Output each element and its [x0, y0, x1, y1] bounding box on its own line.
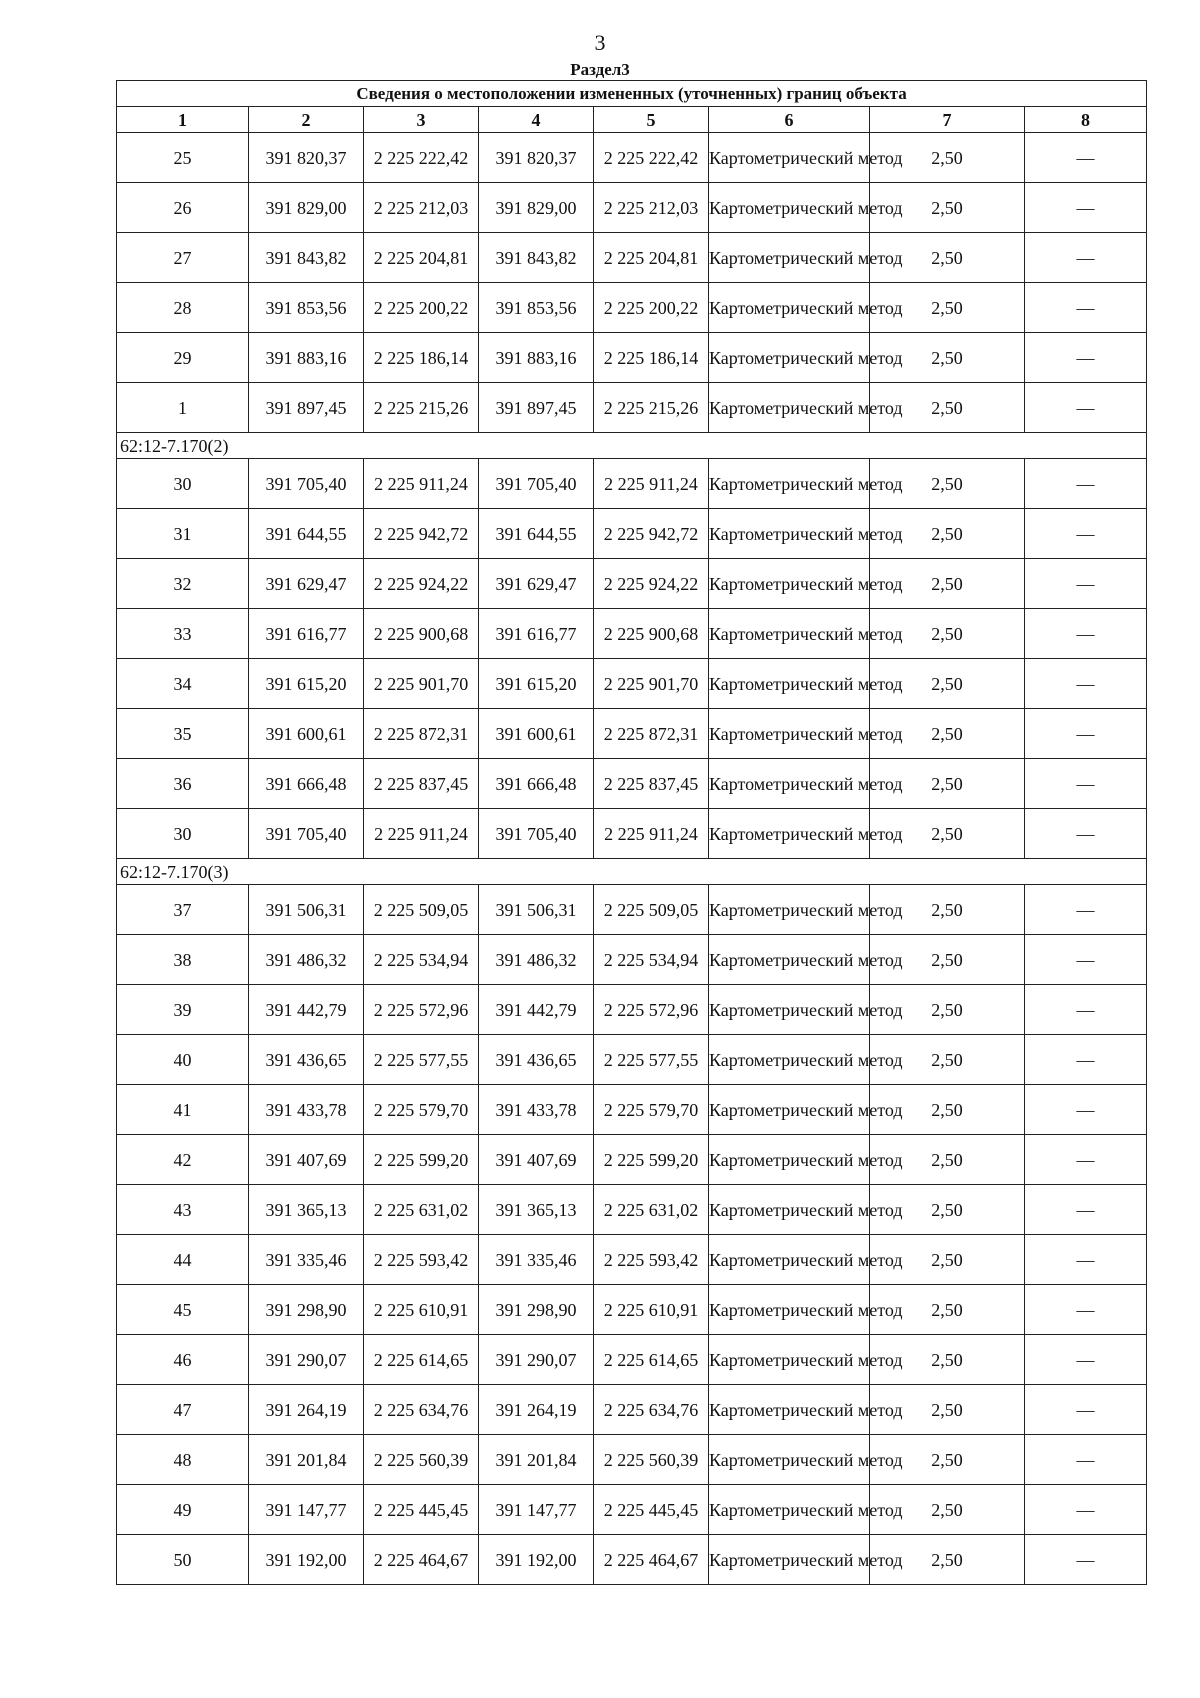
table-row [117, 1535, 1147, 1585]
coordinate-cell: 391 365,13 [479, 1185, 594, 1235]
coordinate-cell: 2 225 593,42 [364, 1235, 479, 1285]
coordinate-cell: 2 225 464,67 [364, 1535, 479, 1585]
coordinate-cell: 391 290,07 [249, 1335, 364, 1385]
coordinate-cell: 391 629,47 [479, 559, 594, 609]
accuracy-cell: 2,50 [870, 1285, 1025, 1335]
coordinate-cell: 2 225 837,45 [594, 759, 709, 809]
dash-cell: — [1025, 1535, 1147, 1585]
dash-cell: — [1025, 1335, 1147, 1385]
coordinate-cell: 391 365,13 [249, 1185, 364, 1235]
coordinate-cell: 2 225 599,20 [594, 1135, 709, 1185]
parcel-group-row [117, 859, 1147, 885]
coordinate-cell: 2 225 509,05 [364, 885, 479, 935]
coordinate-cell: 391 616,77 [249, 609, 364, 659]
accuracy-cell: 2,50 [870, 1035, 1025, 1085]
coordinate-cell: 2 225 614,65 [364, 1335, 479, 1385]
point-number-cell: 35 [117, 709, 249, 759]
method-cell: Картометрический метод [709, 985, 870, 1035]
accuracy-cell: 2,50 [870, 1535, 1025, 1585]
point-number-cell: 31 [117, 509, 249, 559]
coordinate-cell: 2 225 579,70 [594, 1085, 709, 1135]
method-cell: Картометрический метод [709, 1135, 870, 1185]
coordinate-cell: 391 335,46 [249, 1235, 364, 1285]
dash-cell: — [1025, 559, 1147, 609]
method-cell: Картометрический метод [709, 809, 870, 859]
coordinate-cell: 2 225 186,14 [364, 333, 479, 383]
table-row [117, 183, 1147, 233]
method-cell: Картометрический метод [709, 709, 870, 759]
point-number-cell: 36 [117, 759, 249, 809]
accuracy-cell: 2,50 [870, 1085, 1025, 1135]
dash-cell: — [1025, 1135, 1147, 1185]
accuracy-cell: 2,50 [870, 333, 1025, 383]
method-cell: Картометрический метод [709, 1335, 870, 1385]
method-cell: Картометрический метод [709, 1485, 870, 1535]
table-row [117, 709, 1147, 759]
coordinate-cell: 391 298,90 [479, 1285, 594, 1335]
point-number-cell: 40 [117, 1035, 249, 1085]
coordinate-cell: 2 225 901,70 [594, 659, 709, 709]
table-row [117, 935, 1147, 985]
table-row [117, 459, 1147, 509]
coordinate-cell: 391 147,77 [479, 1485, 594, 1535]
coordinate-cell: 391 201,84 [479, 1435, 594, 1485]
coordinate-cell: 2 225 445,45 [364, 1485, 479, 1535]
coordinate-cell: 2 225 942,72 [364, 509, 479, 559]
coordinate-cell: 2 225 215,26 [364, 383, 479, 433]
coordinate-cell: 391 843,82 [249, 233, 364, 283]
accuracy-cell: 2,50 [870, 459, 1025, 509]
dash-cell: — [1025, 283, 1147, 333]
coordinate-cell: 2 225 579,70 [364, 1085, 479, 1135]
point-number-cell: 37 [117, 885, 249, 935]
coordinate-cell: 391 843,82 [479, 233, 594, 283]
coordinate-cell: 2 225 572,96 [594, 985, 709, 1035]
method-cell: Картометрический метод [709, 935, 870, 985]
point-number-cell: 34 [117, 659, 249, 709]
coordinate-cell: 391 264,19 [479, 1385, 594, 1435]
accuracy-cell: 2,50 [870, 233, 1025, 283]
method-cell: Картометрический метод [709, 183, 870, 233]
coordinate-cell: 2 225 572,96 [364, 985, 479, 1035]
parcel-group-label: 62:12-7.170(2) [117, 433, 1147, 459]
point-number-cell: 48 [117, 1435, 249, 1485]
dash-cell: — [1025, 1235, 1147, 1285]
accuracy-cell: 2,50 [870, 1385, 1025, 1435]
dash-cell: — [1025, 809, 1147, 859]
column-header: 5 [594, 107, 709, 133]
dash-cell: — [1025, 985, 1147, 1035]
coordinate-cell: 391 147,77 [249, 1485, 364, 1535]
section-title: Раздел3 [570, 60, 630, 79]
coordinate-cell: 391 897,45 [249, 383, 364, 433]
coordinate-cell: 2 225 445,45 [594, 1485, 709, 1535]
coordinate-cell: 391 436,65 [249, 1035, 364, 1085]
accuracy-cell: 2,50 [870, 759, 1025, 809]
accuracy-cell: 2,50 [870, 885, 1025, 935]
point-number-cell: 32 [117, 559, 249, 609]
point-number-cell: 43 [117, 1185, 249, 1235]
coordinate-cell: 391 486,32 [479, 935, 594, 985]
coordinate-cell: 391 883,16 [249, 333, 364, 383]
method-cell: Картометрический метод [709, 559, 870, 609]
parcel-group-label: 62:12-7.170(3) [117, 859, 1147, 885]
coordinate-cell: 391 335,46 [479, 1235, 594, 1285]
column-header-row [117, 107, 1147, 133]
coordinate-cell: 391 433,78 [479, 1085, 594, 1135]
point-number-cell: 42 [117, 1135, 249, 1185]
coordinate-cell: 2 225 200,22 [364, 283, 479, 333]
point-number-cell: 38 [117, 935, 249, 985]
method-cell: Картометрический метод [709, 609, 870, 659]
coordinate-cell: 391 629,47 [249, 559, 364, 609]
dash-cell: — [1025, 1385, 1147, 1435]
coordinate-cell: 2 225 631,02 [364, 1185, 479, 1235]
method-cell: Картометрический метод [709, 1285, 870, 1335]
column-header: 7 [870, 107, 1025, 133]
coordinate-cell: 391 192,00 [249, 1535, 364, 1585]
coordinate-cell: 2 225 509,05 [594, 885, 709, 935]
table-row [117, 233, 1147, 283]
dash-cell: — [1025, 935, 1147, 985]
coordinate-cell: 391 201,84 [249, 1435, 364, 1485]
dash-cell: — [1025, 233, 1147, 283]
coordinate-cell: 2 225 222,42 [364, 133, 479, 183]
dash-cell: — [1025, 1035, 1147, 1085]
coordinate-cell: 2 225 872,31 [594, 709, 709, 759]
coordinate-cell: 2 225 634,76 [364, 1385, 479, 1435]
coordinate-cell: 2 225 911,24 [594, 809, 709, 859]
coordinate-cell: 2 225 534,94 [364, 935, 479, 985]
coordinate-cell: 2 225 204,81 [364, 233, 479, 283]
coordinate-cell: 391 705,40 [479, 809, 594, 859]
table-row [117, 659, 1147, 709]
table-row [117, 1485, 1147, 1535]
coordinate-cell: 391 705,40 [479, 459, 594, 509]
point-number-cell: 41 [117, 1085, 249, 1135]
table-row [117, 1135, 1147, 1185]
point-number-cell: 25 [117, 133, 249, 183]
dash-cell: — [1025, 1435, 1147, 1485]
table-row [117, 1335, 1147, 1385]
table-row [117, 1385, 1147, 1435]
accuracy-cell: 2,50 [870, 709, 1025, 759]
point-number-cell: 33 [117, 609, 249, 659]
method-cell: Картометрический метод [709, 1435, 870, 1485]
coordinate-cell: 2 225 577,55 [594, 1035, 709, 1085]
boundary-coordinates-table [116, 80, 1147, 1585]
coordinate-cell: 2 225 593,42 [594, 1235, 709, 1285]
coordinate-cell: 391 705,40 [249, 459, 364, 509]
coordinate-cell: 391 192,00 [479, 1535, 594, 1585]
coordinate-cell: 391 829,00 [479, 183, 594, 233]
dash-cell: — [1025, 1085, 1147, 1135]
table-caption: Сведения о местоположении измененных (уточненных) границ объекта [117, 81, 1147, 107]
accuracy-cell: 2,50 [870, 1435, 1025, 1485]
point-number-cell: 30 [117, 809, 249, 859]
coordinate-cell: 391 615,20 [249, 659, 364, 709]
dash-cell: — [1025, 383, 1147, 433]
coordinate-cell: 391 407,69 [479, 1135, 594, 1185]
dash-cell: — [1025, 333, 1147, 383]
table-row [117, 559, 1147, 609]
accuracy-cell: 2,50 [870, 1485, 1025, 1535]
coordinate-cell: 2 225 900,68 [594, 609, 709, 659]
coordinate-cell: 2 225 610,91 [364, 1285, 479, 1335]
accuracy-cell: 2,50 [870, 935, 1025, 985]
accuracy-cell: 2,50 [870, 559, 1025, 609]
coordinate-cell: 2 225 186,14 [594, 333, 709, 383]
dash-cell: — [1025, 659, 1147, 709]
table-row [117, 333, 1147, 383]
method-cell: Картометрический метод [709, 1535, 870, 1585]
accuracy-cell: 2,50 [870, 283, 1025, 333]
coordinate-cell: 391 829,00 [249, 183, 364, 233]
table-caption-row [117, 81, 1147, 107]
coordinate-cell: 391 820,37 [479, 133, 594, 183]
accuracy-cell: 2,50 [870, 985, 1025, 1035]
dash-cell: — [1025, 509, 1147, 559]
parcel-group-row [117, 433, 1147, 459]
coordinate-cell: 2 225 599,20 [364, 1135, 479, 1185]
method-cell: Картометрический метод [709, 1385, 870, 1435]
point-number-cell: 44 [117, 1235, 249, 1285]
accuracy-cell: 2,50 [870, 1135, 1025, 1185]
point-number-cell: 46 [117, 1335, 249, 1385]
accuracy-cell: 2,50 [870, 1335, 1025, 1385]
method-cell: Картометрический метод [709, 1035, 870, 1085]
coordinate-cell: 391 486,32 [249, 935, 364, 985]
accuracy-cell: 2,50 [870, 609, 1025, 659]
method-cell: Картометрический метод [709, 233, 870, 283]
method-cell: Картометрический метод [709, 759, 870, 809]
point-number-cell: 29 [117, 333, 249, 383]
table-row [117, 509, 1147, 559]
method-cell: Картометрический метод [709, 283, 870, 333]
point-number-cell: 28 [117, 283, 249, 333]
coordinate-cell: 2 225 942,72 [594, 509, 709, 559]
point-number-cell: 47 [117, 1385, 249, 1435]
coordinate-cell: 2 225 222,42 [594, 133, 709, 183]
table-row [117, 809, 1147, 859]
coordinate-cell: 2 225 560,39 [364, 1435, 479, 1485]
table-row [117, 133, 1147, 183]
table-row [117, 1085, 1147, 1135]
coordinate-cell: 2 225 872,31 [364, 709, 479, 759]
coordinate-cell: 391 298,90 [249, 1285, 364, 1335]
table-body [117, 133, 1147, 1585]
accuracy-cell: 2,50 [870, 659, 1025, 709]
accuracy-cell: 2,50 [870, 133, 1025, 183]
coordinate-cell: 391 883,16 [479, 333, 594, 383]
point-number-cell: 1 [117, 383, 249, 433]
coordinate-cell: 2 225 924,22 [364, 559, 479, 609]
coordinate-cell: 2 225 212,03 [594, 183, 709, 233]
point-number-cell: 49 [117, 1485, 249, 1535]
coordinate-cell: 391 705,40 [249, 809, 364, 859]
column-header: 4 [479, 107, 594, 133]
coordinate-cell: 391 853,56 [249, 283, 364, 333]
dash-cell: — [1025, 885, 1147, 935]
method-cell: Картометрический метод [709, 459, 870, 509]
method-cell: Картометрический метод [709, 885, 870, 935]
coordinate-cell: 2 225 610,91 [594, 1285, 709, 1335]
coordinate-cell: 391 290,07 [479, 1335, 594, 1385]
dash-cell: — [1025, 1185, 1147, 1235]
point-number-cell: 30 [117, 459, 249, 509]
coordinate-cell: 391 666,48 [479, 759, 594, 809]
coordinate-cell: 391 442,79 [249, 985, 364, 1035]
coordinate-cell: 391 644,55 [479, 509, 594, 559]
dash-cell: — [1025, 759, 1147, 809]
accuracy-cell: 2,50 [870, 1235, 1025, 1285]
coordinate-cell: 2 225 631,02 [594, 1185, 709, 1235]
accuracy-cell: 2,50 [870, 1185, 1025, 1235]
table-row [117, 1285, 1147, 1335]
dash-cell: — [1025, 133, 1147, 183]
point-number-cell: 26 [117, 183, 249, 233]
coordinate-cell: 391 644,55 [249, 509, 364, 559]
coordinate-cell: 2 225 634,76 [594, 1385, 709, 1435]
coordinate-cell: 2 225 911,24 [364, 459, 479, 509]
dash-cell: — [1025, 1485, 1147, 1535]
table-row [117, 759, 1147, 809]
coordinate-cell: 2 225 200,22 [594, 283, 709, 333]
table-row [117, 1035, 1147, 1085]
table-row [117, 985, 1147, 1035]
method-cell: Картометрический метод [709, 383, 870, 433]
coordinate-cell: 2 225 577,55 [364, 1035, 479, 1085]
accuracy-cell: 2,50 [870, 383, 1025, 433]
accuracy-cell: 2,50 [870, 183, 1025, 233]
point-number-cell: 45 [117, 1285, 249, 1335]
table-row [117, 1435, 1147, 1485]
coordinate-cell: 2 225 204,81 [594, 233, 709, 283]
table-row [117, 1235, 1147, 1285]
coordinate-cell: 2 225 464,67 [594, 1535, 709, 1585]
point-number-cell: 39 [117, 985, 249, 1035]
coordinate-cell: 2 225 614,65 [594, 1335, 709, 1385]
dash-cell: — [1025, 609, 1147, 659]
coordinate-cell: 2 225 837,45 [364, 759, 479, 809]
coordinate-cell: 391 442,79 [479, 985, 594, 1035]
coordinate-cell: 391 616,77 [479, 609, 594, 659]
accuracy-cell: 2,50 [870, 809, 1025, 859]
coordinate-cell: 391 506,31 [249, 885, 364, 935]
coordinate-cell: 2 225 212,03 [364, 183, 479, 233]
dash-cell: — [1025, 459, 1147, 509]
coordinate-cell: 391 407,69 [249, 1135, 364, 1185]
coordinate-cell: 2 225 215,26 [594, 383, 709, 433]
dash-cell: — [1025, 1285, 1147, 1335]
coordinate-cell: 2 225 924,22 [594, 559, 709, 609]
method-cell: Картометрический метод [709, 1235, 870, 1285]
coordinate-cell: 2 225 900,68 [364, 609, 479, 659]
coordinate-cell: 391 436,65 [479, 1035, 594, 1085]
coordinate-cell: 391 264,19 [249, 1385, 364, 1435]
column-header: 6 [709, 107, 870, 133]
table-row [117, 383, 1147, 433]
column-header: 2 [249, 107, 364, 133]
coordinate-cell: 391 853,56 [479, 283, 594, 333]
column-header: 8 [1025, 107, 1147, 133]
coordinate-cell: 2 225 901,70 [364, 659, 479, 709]
method-cell: Картометрический метод [709, 1185, 870, 1235]
coordinate-cell: 391 433,78 [249, 1085, 364, 1135]
coordinate-cell: 2 225 560,39 [594, 1435, 709, 1485]
dash-cell: — [1025, 183, 1147, 233]
coordinate-cell: 391 600,61 [249, 709, 364, 759]
column-header: 3 [364, 107, 479, 133]
point-number-cell: 50 [117, 1535, 249, 1585]
coordinate-cell: 391 506,31 [479, 885, 594, 935]
method-cell: Картометрический метод [709, 659, 870, 709]
point-number-cell: 27 [117, 233, 249, 283]
method-cell: Картометрический метод [709, 133, 870, 183]
table-row [117, 283, 1147, 333]
coordinate-cell: 391 615,20 [479, 659, 594, 709]
method-cell: Картометрический метод [709, 1085, 870, 1135]
coordinate-cell: 391 666,48 [249, 759, 364, 809]
accuracy-cell: 2,50 [870, 509, 1025, 559]
coordinate-cell: 2 225 534,94 [594, 935, 709, 985]
coordinate-cell: 391 897,45 [479, 383, 594, 433]
page-number: 3 [594, 30, 606, 55]
coordinate-cell: 2 225 911,24 [594, 459, 709, 509]
method-cell: Картометрический метод [709, 509, 870, 559]
dash-cell: — [1025, 709, 1147, 759]
coordinate-cell: 391 600,61 [479, 709, 594, 759]
method-cell: Картометрический метод [709, 333, 870, 383]
coordinate-cell: 2 225 911,24 [364, 809, 479, 859]
coordinate-cell: 391 820,37 [249, 133, 364, 183]
table-row [117, 885, 1147, 935]
table-row [117, 1185, 1147, 1235]
table-row [117, 609, 1147, 659]
column-header: 1 [117, 107, 249, 133]
